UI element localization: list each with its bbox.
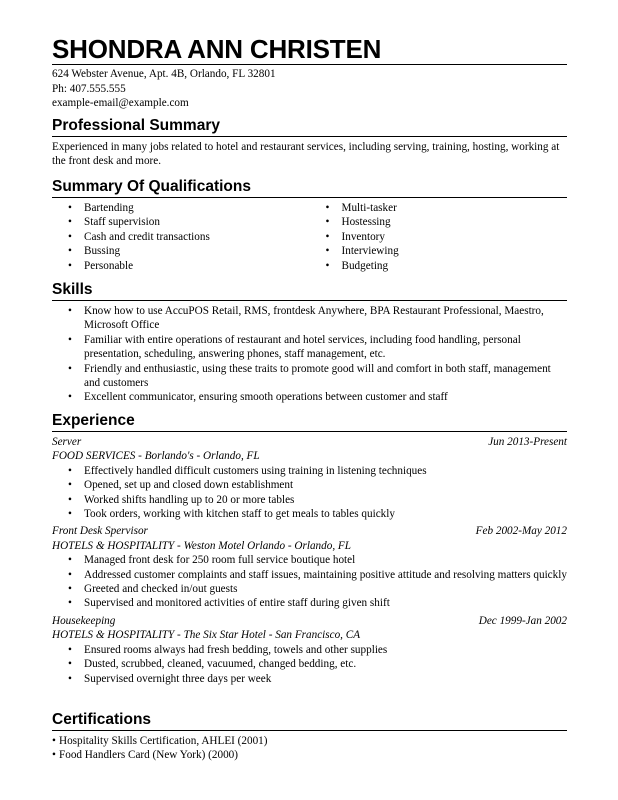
list-item: • Cash and credit transactions bbox=[52, 230, 310, 244]
qualifications-section bbox=[52, 178, 567, 273]
job-role: Front Desk Spervisor bbox=[52, 525, 148, 538]
contact-block bbox=[52, 67, 276, 111]
list-item: • Inventory bbox=[310, 230, 568, 244]
job-role: Server bbox=[52, 436, 82, 448]
section-rule bbox=[52, 136, 567, 137]
job-entry bbox=[52, 614, 567, 686]
list-item: • Budgeting bbox=[310, 259, 568, 273]
list-item: • Dusted, scrubbed, cleaned, vacuumed, changed bedding, etc. bbox=[52, 657, 567, 671]
list-item: • Effectively handled difficult customers using training in listening techniques bbox=[52, 464, 567, 478]
job-header bbox=[52, 524, 567, 538]
list-item: • Managed front desk for 250 room full service boutique hotel bbox=[52, 553, 567, 567]
skills-section bbox=[52, 281, 567, 405]
job-role: Housekeeping bbox=[52, 614, 116, 627]
job-bullets bbox=[52, 553, 567, 611]
job-company: HOTELS & HOSPITALITY - The Six Star Hotel - San Francisco, CA bbox=[52, 629, 361, 642]
list-item: • Familiar with entire operations of restaurant and hotel services, including food handling, personal presentation, scheduling, answering phones, staff management, etc. bbox=[52, 333, 567, 362]
section-title: Professional Summary bbox=[52, 117, 220, 134]
list-item: • Multi-tasker bbox=[310, 201, 568, 215]
list-item: • Worked shifts handling up to 20 or more tables bbox=[52, 493, 567, 507]
section-rule bbox=[52, 300, 567, 301]
professional-summary-section bbox=[52, 117, 567, 169]
summary-text: Experienced in many jobs related to hotel and restaurant services, including serving, training, hosting, working at the front desk and more. bbox=[52, 141, 560, 168]
section-title: Certifications bbox=[52, 711, 152, 728]
job-entry bbox=[52, 435, 567, 521]
list-item: • Bussing bbox=[52, 244, 310, 258]
qualifications-right bbox=[310, 201, 568, 273]
certifications-list bbox=[52, 734, 567, 763]
list-item: • Know how to use AccuPOS Retail, RMS, frontdesk Anywhere, BPA Restaurant Professional, Maestro, Microsoft Office bbox=[52, 304, 567, 333]
experience-section bbox=[52, 412, 567, 689]
job-header bbox=[52, 435, 567, 449]
header-rule bbox=[52, 64, 567, 65]
list-item: • Interviewing bbox=[310, 244, 568, 258]
section-rule bbox=[52, 197, 567, 198]
section-title: Skills bbox=[52, 281, 93, 298]
job-company: HOTELS & HOSPITALITY - Weston Motel Orlando - Orlando, FL bbox=[52, 539, 351, 552]
list-item: • Excellent communicator, ensuring smooth operations between customer and staff bbox=[52, 390, 567, 404]
section-rule bbox=[52, 730, 567, 731]
job-entry bbox=[52, 524, 567, 610]
list-item: • Personable bbox=[52, 259, 310, 273]
job-company: FOOD SERVICES - Borlando's - Orlando, FL bbox=[52, 450, 260, 463]
list-item: • Hospitality Skills Certification, AHLEI (2001) bbox=[52, 734, 567, 748]
list-item: • Supervised and monitored activities of entire staff during given shift bbox=[52, 596, 567, 610]
list-item: • Ensured rooms always had fresh bedding, towels and other supplies bbox=[52, 643, 567, 657]
certifications-section bbox=[52, 711, 567, 763]
list-item: • Friendly and enthusiastic, using these traits to promote good will and comfort in both staff, management and customers bbox=[52, 362, 567, 391]
list-item: • Greeted and checked in/out guests bbox=[52, 582, 567, 596]
list-item: • Bartending bbox=[52, 201, 310, 215]
job-dates: Dec 1999-Jan 2002 bbox=[478, 614, 567, 627]
list-item: • Food Handlers Card (New York) (2000) bbox=[52, 748, 567, 762]
list-item: • Opened, set up and closed down establishment bbox=[52, 478, 567, 492]
skills-list bbox=[52, 304, 567, 405]
section-rule bbox=[52, 431, 567, 432]
list-item: • Staff supervision bbox=[52, 215, 310, 229]
job-bullets bbox=[52, 643, 567, 686]
list-item: • Supervised overnight three days per week bbox=[52, 672, 567, 686]
job-dates: Jun 2013-Present bbox=[488, 436, 567, 448]
qualifications-left bbox=[52, 201, 310, 273]
list-item: • Addressed customer complaints and staff issues, maintaining positive attitude and resolving matters quickly bbox=[52, 568, 567, 582]
job-dates: Feb 2002-May 2012 bbox=[475, 525, 567, 538]
address: 624 Webster Avenue, Apt. 4B, Orlando, FL 32801 bbox=[52, 68, 276, 80]
list-item: • Hostessing bbox=[310, 215, 568, 229]
candidate-name: SHONDRA ANN CHRISTEN bbox=[52, 34, 382, 64]
job-bullets bbox=[52, 464, 567, 522]
list-item: • Took orders, working with kitchen staff to get meals to tables quickly bbox=[52, 507, 567, 521]
qualifications-columns bbox=[52, 201, 567, 273]
phone: Ph: 407.555.555 bbox=[52, 82, 126, 95]
job-header bbox=[52, 614, 567, 628]
section-title: Experience bbox=[52, 412, 135, 429]
email: example-email@example.com bbox=[52, 97, 189, 109]
section-title: Summary Of Qualifications bbox=[52, 178, 251, 195]
